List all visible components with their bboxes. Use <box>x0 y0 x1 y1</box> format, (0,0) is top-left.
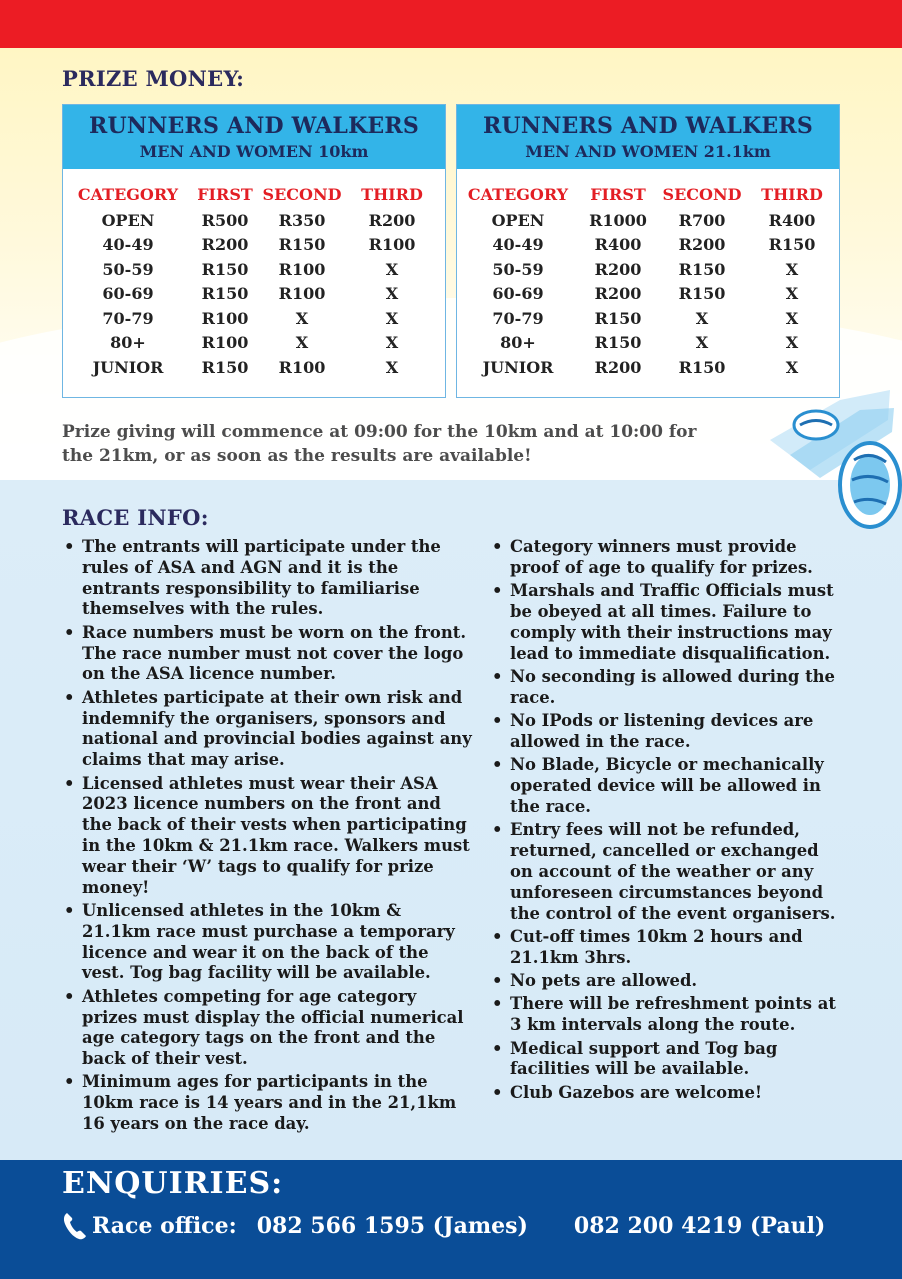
table-cell: 50-59 <box>492 259 544 279</box>
table-row <box>457 355 839 380</box>
table-cell: R150 <box>201 259 249 279</box>
table-row <box>457 282 839 307</box>
table-cell: R200 <box>678 235 726 255</box>
col-category: CATEGORY <box>77 185 179 204</box>
list-item: • Medical support and Tog bag facilities will be available. <box>490 1039 846 1081</box>
enquiries-title: ENQUIRIES: <box>62 1166 284 1201</box>
list-item: • Marshals and Traffic Officials must be obeyed at all times. Failure to comply with their instructions may lead to immediate disqualification. <box>490 581 846 664</box>
col-third: THIRD <box>361 185 423 204</box>
table-cell: R200 <box>594 259 642 279</box>
table-row <box>63 331 445 356</box>
table-cell: 40-49 <box>102 235 154 255</box>
table-row <box>63 208 445 233</box>
table-cell: R700 <box>678 210 726 230</box>
col-second: SECOND <box>662 185 742 204</box>
list-item: • Category winners must provide proof of age to qualify for prizes. <box>490 537 846 579</box>
contact-row <box>62 1208 825 1244</box>
table-cell: R350 <box>278 210 326 230</box>
prize-money-title: PRIZE MONEY: <box>62 66 245 91</box>
table-row <box>63 282 445 307</box>
running-shoe-icon <box>770 380 902 530</box>
col-first: FIRST <box>197 185 253 204</box>
column-headers <box>457 169 839 208</box>
table-cell: R150 <box>678 284 726 304</box>
table-cell: OPEN <box>491 210 545 230</box>
table-cell: X <box>385 259 399 279</box>
list-item: • Minimum ages for participants in the 10km race is 14 years and in the 21,1km 16 years on the race day. <box>62 1072 474 1134</box>
table-cell: X <box>785 259 799 279</box>
table-row <box>457 331 839 356</box>
table-cell: R100 <box>278 259 326 279</box>
table-cell: X <box>385 284 399 304</box>
table-row <box>457 306 839 331</box>
contact-paul[interactable]: 082 200 4219 (Paul) <box>573 1213 826 1239</box>
table-row <box>63 257 445 282</box>
race-info-title: RACE INFO: <box>62 505 209 530</box>
table-row <box>63 233 445 258</box>
prize-giving-note: Prize giving will commence at 09:00 for the 10km and at 10:00 for the 21km, or as soon as the results are available! <box>62 422 697 466</box>
table-cell: R150 <box>594 308 642 328</box>
race-office-label: Race office: <box>92 1213 237 1239</box>
table-row <box>457 257 839 282</box>
table-cell: X <box>295 308 309 328</box>
list-item: • No pets are allowed. <box>490 971 846 992</box>
table-heading: RUNNERS AND WALKERS <box>89 113 419 139</box>
table-cell: R100 <box>201 333 249 353</box>
phone-icon <box>62 1211 88 1241</box>
table-cell: OPEN <box>101 210 155 230</box>
table-subheading: MEN AND WOMEN 21.1km <box>525 142 771 161</box>
table-cell: R150 <box>201 284 249 304</box>
list-item: • Unlicensed athletes in the 10km & 21.1km race must purchase a temporary licence and wear it on the back of the vest. Tog bag facility will be available. <box>62 901 474 984</box>
table-cell: R500 <box>201 210 249 230</box>
table-cell: X <box>385 333 399 353</box>
table-header <box>63 105 445 169</box>
table-cell: JUNIOR <box>92 357 164 377</box>
table-cell: 70-79 <box>102 308 154 328</box>
table-cell: 50-59 <box>102 259 154 279</box>
table-cell: R200 <box>594 284 642 304</box>
table-cell: R100 <box>278 357 326 377</box>
table-rows <box>457 208 839 380</box>
race-info-right-column <box>490 537 846 1106</box>
table-row <box>457 208 839 233</box>
table-cell: X <box>385 308 399 328</box>
table-row <box>63 306 445 331</box>
list-item: • No IPods or listening devices are allowed in the race. <box>490 711 846 753</box>
table-cell: R150 <box>678 259 726 279</box>
table-cell: X <box>785 284 799 304</box>
list-item: • Race numbers must be worn on the front. The race number must not cover the logo on the ASA licence number. <box>62 623 474 685</box>
list-item: • Club Gazebos are welcome! <box>490 1083 846 1104</box>
table-cell: R150 <box>278 235 326 255</box>
column-headers <box>63 169 445 208</box>
table-cell: R200 <box>594 357 642 377</box>
table-cell: X <box>785 333 799 353</box>
table-cell: R200 <box>201 235 249 255</box>
table-row <box>63 355 445 380</box>
table-cell: R150 <box>201 357 249 377</box>
table-cell: X <box>695 308 709 328</box>
table-rows <box>63 208 445 380</box>
table-cell: X <box>295 333 309 353</box>
list-item: • The entrants will participate under the rules of ASA and AGN and it is the entrants responsibility to familiarise themselves with the rules. <box>62 537 474 620</box>
table-header <box>457 105 839 169</box>
prize-table-10km <box>62 104 446 398</box>
col-second: SECOND <box>262 185 342 204</box>
table-cell: X <box>695 333 709 353</box>
table-cell: R100 <box>201 308 249 328</box>
col-third: THIRD <box>761 185 823 204</box>
race-info-list <box>490 537 846 1104</box>
table-cell: R400 <box>768 210 816 230</box>
col-category: CATEGORY <box>467 185 569 204</box>
table-cell: X <box>785 357 799 377</box>
table-cell: X <box>785 308 799 328</box>
list-item: • Cut-off times 10km 2 hours and 21.1km 3hrs. <box>490 927 846 969</box>
table-cell: 60-69 <box>102 284 154 304</box>
table-cell: R150 <box>768 235 816 255</box>
list-item: • Athletes participate at their own risk and indemnify the organisers, sponsors and national and provincial bodies against any claims that may arise. <box>62 688 474 771</box>
list-item: • Athletes competing for age category prizes must display the official numerical age category tags on the front and the back of their vest. <box>62 987 474 1070</box>
table-cell: 60-69 <box>492 284 544 304</box>
table-cell: 80+ <box>110 333 146 353</box>
col-first: FIRST <box>590 185 646 204</box>
table-row <box>457 233 839 258</box>
list-item: • Entry fees will not be refunded, returned, cancelled or exchanged on account of the weather or any unforeseen circumstances beyond the control of the event organisers. <box>490 820 846 924</box>
table-cell: 40-49 <box>492 235 544 255</box>
list-item: • No Blade, Bicycle or mechanically operated device will be allowed in the race. <box>490 755 846 817</box>
contact-james[interactable]: 082 566 1595 (James) <box>256 1213 528 1239</box>
table-cell: R400 <box>594 235 642 255</box>
table-heading: RUNNERS AND WALKERS <box>483 113 813 139</box>
table-cell: X <box>385 357 399 377</box>
table-cell: 80+ <box>500 333 536 353</box>
top-red-bar <box>0 0 902 48</box>
table-cell: R1000 <box>589 210 647 230</box>
race-info-list <box>62 537 474 1135</box>
table-cell: R150 <box>594 333 642 353</box>
prize-table-21km <box>456 104 840 398</box>
table-cell: R100 <box>368 235 416 255</box>
table-cell: R150 <box>678 357 726 377</box>
table-subheading: MEN AND WOMEN 10km <box>139 142 369 161</box>
list-item: • There will be refreshment points at 3 km intervals along the route. <box>490 994 846 1036</box>
list-item: • Licensed athletes must wear their ASA 2023 licence numbers on the front and the back of their vests when participating in the 10km & 21.1km race. Walkers must wear their ‘W’ tags to qualify for prize money! <box>62 774 474 899</box>
list-item: • No seconding is allowed during the race. <box>490 667 846 709</box>
table-cell: 70-79 <box>492 308 544 328</box>
table-cell: R100 <box>278 284 326 304</box>
race-info-left-column <box>62 537 474 1137</box>
table-cell: JUNIOR <box>482 357 554 377</box>
table-cell: R200 <box>368 210 416 230</box>
